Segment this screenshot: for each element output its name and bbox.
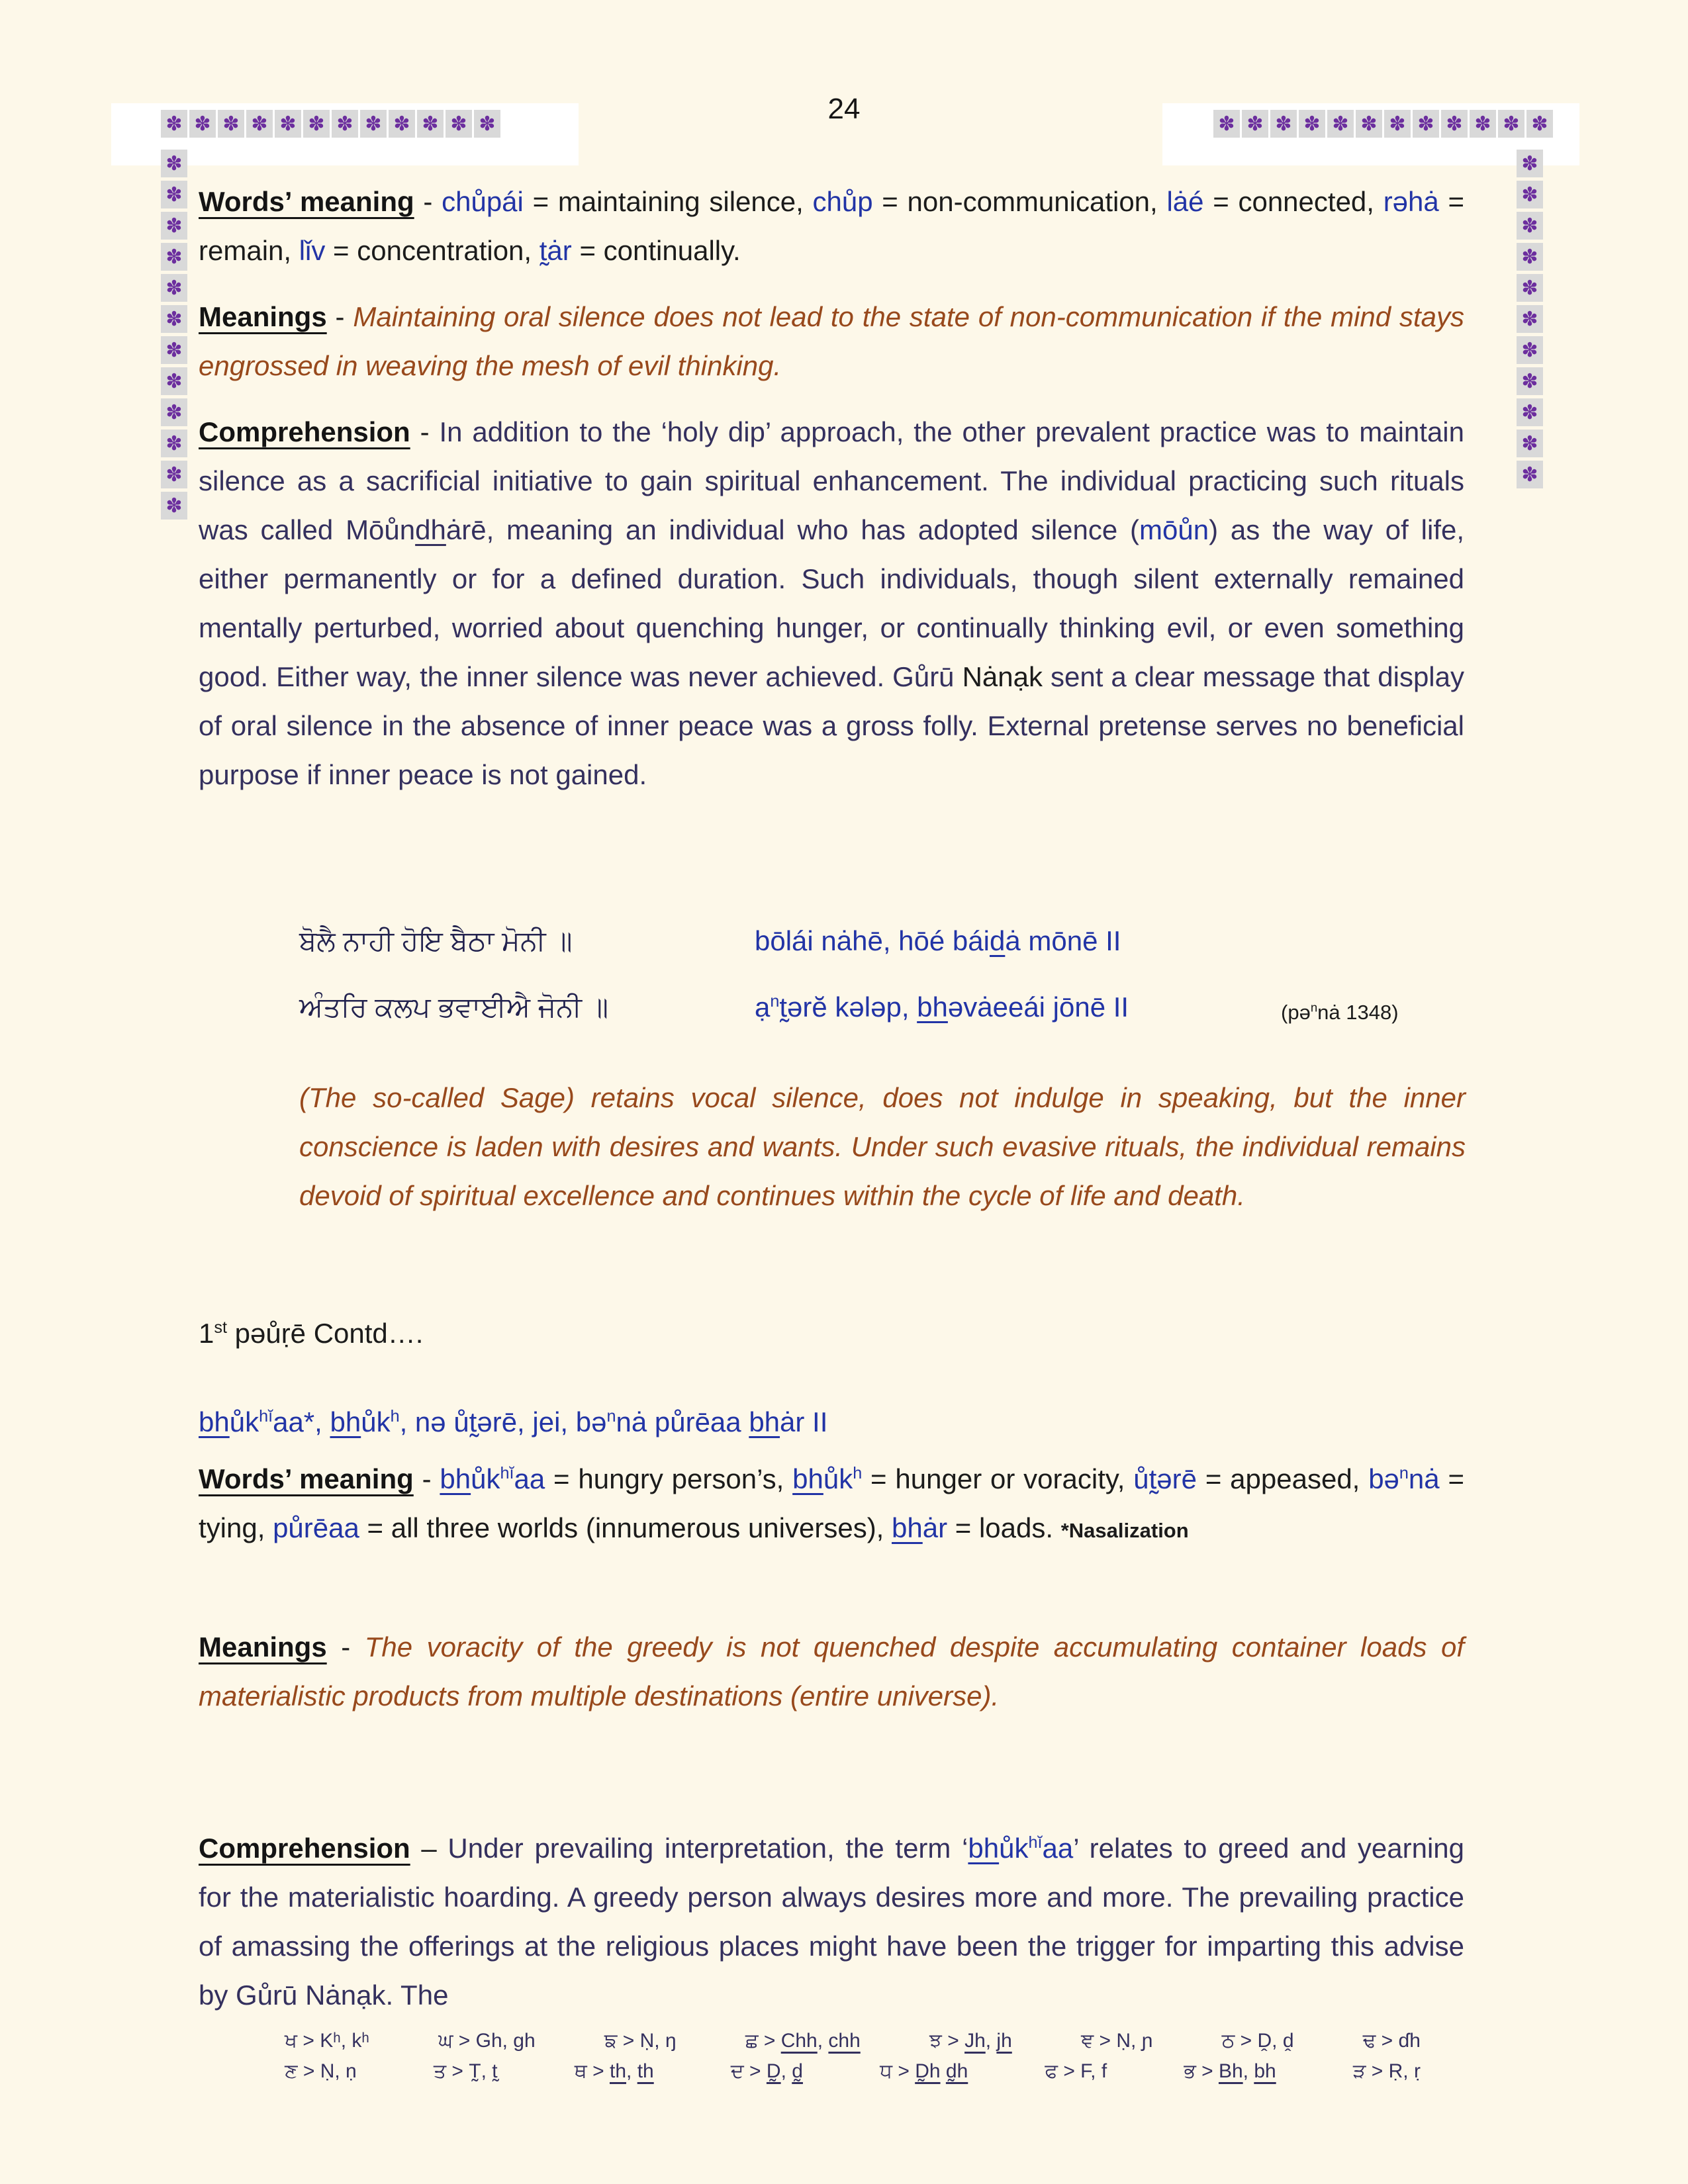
words-meaning-2-paragraph [199, 1455, 1464, 1555]
text-segment: lȧé [1166, 186, 1204, 217]
flower-ornament-icon: ✽ [389, 110, 415, 138]
verse-translation-paragraph [299, 1073, 1466, 1220]
text-segment: Chh [780, 2030, 818, 2052]
text-segment: bh [917, 991, 948, 1023]
legend-item [434, 2058, 498, 2085]
transliteration-line-2 [755, 991, 1129, 1023]
meanings-2-paragraph [199, 1623, 1464, 1721]
text-segment: ੜ > Ṛ, ṛ [1352, 2060, 1421, 2082]
flower-ornament-icon: ✽ [1526, 110, 1553, 138]
transliterated-verse-line [199, 1398, 1464, 1447]
text-segment: d̰h [945, 2060, 968, 2082]
text-segment: bə [1368, 1463, 1399, 1494]
flower-ornament-icon: ✽ [332, 110, 358, 138]
text-segment: = connected, [1203, 186, 1383, 217]
text-segment: ਤ > T̰, t̰ [433, 2060, 498, 2082]
text-segment: – [410, 1833, 448, 1864]
text-segment: Words’ meaning [199, 1463, 414, 1494]
flower-ornament-icon: ✽ [417, 110, 444, 138]
text-segment: Comprehension [199, 416, 410, 447]
text-segment: n [1310, 1000, 1318, 1015]
legend-item [880, 2058, 968, 2085]
legend-item [1363, 2028, 1421, 2054]
legend-item [604, 2028, 677, 2054]
legend-item [575, 2058, 654, 2085]
text-segment: 1348) [1346, 1001, 1399, 1024]
text-segment: st [214, 1318, 227, 1337]
text-segment: , [817, 2030, 829, 2052]
text-segment: bh [792, 1463, 823, 1494]
text-segment: Comprehension [199, 1833, 410, 1864]
text-segment: ȧrē, meaning an individual who has adopted silence ( [445, 514, 1140, 545]
text-segment: sent a clear message that display of oral silence in the absence of inner peace was a gross folly. External pretense serves no beneficial purpose if inner peace is not gained. [199, 661, 1464, 790]
text-segment: , [780, 2060, 792, 2082]
text-segment: = concentration, [325, 235, 539, 266]
text-segment: bh [892, 1512, 923, 1543]
flower-ornament-icon: ✽ [161, 305, 187, 333]
text-segment: nȧ [1408, 1463, 1440, 1494]
text-segment: , [985, 2030, 997, 2052]
pauri-continuation-heading [199, 1309, 1464, 1358]
text-segment: Maintaining oral silence does not lead to the state of non-communication if the mind stays engrossed in weaving the mesh of evil thinking. [199, 301, 1465, 381]
text-segment: chůp [812, 186, 873, 217]
text-segment: mōůn [1139, 514, 1209, 545]
gurmukhi-verse-line-2: ਅੰਤਰਿ ਕਲਪ ਭਵਾਈਐ ਜੋਨੀ ॥ [299, 991, 609, 1023]
flower-ornament-icon: ✽ [161, 274, 187, 302]
text-segment: th [609, 2060, 627, 2082]
text-segment [1053, 1512, 1061, 1543]
flower-ornament-icon: ✽ [1517, 367, 1543, 395]
legend-item [1045, 2058, 1107, 2085]
text-segment: chh [828, 2030, 861, 2052]
text-segment: ਛ > [745, 2030, 781, 2052]
flower-ornament-icon: ✽ [1517, 461, 1543, 488]
text-segment: - [326, 301, 353, 332]
legend-item [745, 2028, 861, 2054]
text-segment: hĭ [1028, 1833, 1043, 1852]
text-segment: rəhȧ [1383, 186, 1439, 217]
flower-ornament-icon: ✽ [161, 492, 187, 520]
flower-ornament-icon: ✽ [1356, 110, 1382, 138]
text-segment: chůpái [442, 186, 524, 217]
flower-ornament-icon: ✽ [1517, 150, 1543, 177]
text-segment: ’ relates to greed and yearning for the materialistic hoarding. A greedy person always desires more and more. The prevailing practice of amassing the offerings at the religious places might have been the trigger for imparting this advise by Gůrū Nȧnạk. The [199, 1833, 1464, 2011]
text-segment: = appeased, [1197, 1463, 1369, 1494]
flower-ornament-icon: ✽ [246, 110, 273, 138]
flower-ornament-icon: ✽ [1517, 336, 1543, 364]
flower-ornament-icon: ✽ [1470, 110, 1496, 138]
text-segment: = non-communication, [872, 186, 1167, 217]
text-segment: , nə ůt̰ərē, jei, bə [399, 1406, 607, 1437]
meanings-1-paragraph [199, 293, 1464, 390]
flower-ornament-icon: ✽ [445, 110, 472, 138]
legend-item [731, 2058, 803, 2085]
text-segment: aa [514, 1463, 545, 1494]
text-segment: = hungry person’s, [545, 1463, 793, 1494]
flower-ornament-icon: ✽ [161, 461, 187, 488]
text-segment: th [637, 2060, 654, 2082]
text-segment: ਘ > Gh, gh [438, 2030, 536, 2052]
flower-ornament-icon: ✽ [161, 110, 187, 138]
text-segment: = hunger or voracity, [862, 1463, 1134, 1494]
text-segment: (pə [1281, 1001, 1311, 1024]
flower-ornament-icon: ✽ [1270, 110, 1297, 138]
legend-item [438, 2028, 536, 2054]
flower-ornament-icon: ✽ [189, 110, 216, 138]
text-segment: ůk [999, 1833, 1029, 1864]
text-segment: = maintaining silence, [523, 186, 813, 217]
text-segment: dh [415, 514, 446, 545]
text-segment: hĭ [259, 1407, 273, 1426]
text-segment: D̰ [766, 2060, 781, 2082]
text-segment: aa*, [273, 1406, 330, 1437]
text-segment: n [1399, 1464, 1409, 1482]
text-segment: bh [749, 1406, 780, 1437]
flower-ornament-icon: ✽ [161, 336, 187, 364]
text-segment: ਣ > Ṇ, ṇ [285, 2060, 357, 2082]
legend-item [1222, 2028, 1294, 2054]
flower-ornament-icon: ✽ [161, 398, 187, 426]
text-segment [941, 2060, 946, 2082]
flower-ornament-icon: ✽ [218, 110, 244, 138]
flower-ornament-icon: ✽ [161, 181, 187, 208]
text-segment: - [410, 416, 440, 447]
text-segment: h [853, 1464, 863, 1482]
text-segment: ਫ > F, f [1045, 2060, 1107, 2082]
text-segment: bh [968, 1833, 1000, 1864]
text-segment: Under prevailing interpretation, the term ‘ [447, 1833, 968, 1864]
text-segment: lǐv [299, 235, 326, 266]
text-segment: hĭ [500, 1464, 514, 1482]
text-segment: ਢ > ɗh [1362, 2030, 1421, 2052]
flower-ornament-icon: ✽ [1384, 110, 1411, 138]
text-segment: In addition to the ‘holy dip’ approach, the other prevalent practice was to maintain silence as a sacrificial initiative to gain spiritual enhancement. The individual practicing such rituals was called Mōůn [199, 416, 1464, 545]
words-meaning-1-paragraph [199, 177, 1464, 275]
flower-ornament-icon: ✽ [303, 110, 330, 138]
flower-ornament-icon: ✽ [1517, 181, 1543, 208]
text-segment: ਭ > [1184, 2060, 1219, 2082]
text-segment: = continually. [571, 235, 741, 266]
text-segment: bh [440, 1463, 471, 1494]
text-segment: Jh [964, 2030, 986, 2052]
flower-ornament-icon: ✽ [1498, 110, 1524, 138]
text-segment: pəůṛē [226, 1318, 306, 1349]
flower-ornament-icon: ✽ [360, 110, 387, 138]
text-segment: jh [996, 2030, 1012, 2052]
flower-ornament-icon: ✽ [1242, 110, 1268, 138]
text-segment: n [770, 992, 780, 1011]
text-segment: ਝ > [929, 2030, 965, 2052]
legend-item [285, 2058, 357, 2085]
text-segment: , [1243, 2060, 1254, 2082]
text-segment: bh [330, 1406, 361, 1437]
legend-item [1353, 2058, 1421, 2085]
text-segment: Contd…. [306, 1318, 424, 1349]
text-segment: ůt̰ərē [1133, 1463, 1197, 1494]
page-number: 24 [827, 93, 861, 125]
text-segment: ਖ > Kʰ, kʰ [285, 2030, 369, 2052]
phonetic-legend-row-2 [285, 2058, 1421, 2085]
text-segment: ) as the way of life, either permanently or for a defined duration. Such individuals, though silent externally remained mentally perturbed, worried about quenching hunger, or continually thinking evil, or even something good. Either way, the inner silence was never achieved. Gůrū [199, 514, 1465, 692]
ornament-border-right [1517, 150, 1543, 488]
text-segment: nȧ půrēaa [616, 1406, 749, 1437]
verse-row-2 [0, 991, 1688, 1047]
text-segment: , [626, 2060, 637, 2082]
text-segment: h [390, 1407, 400, 1426]
text-segment: Bh [1218, 2060, 1243, 2082]
text-segment: Meanings [199, 301, 327, 332]
text-segment: t̰ərĕ kələp, [779, 991, 917, 1023]
text-segment: ȧr II [780, 1406, 828, 1437]
comprehension-2-paragraph [199, 1824, 1464, 2020]
transliteration-line-1 [755, 925, 1121, 957]
text-segment: əvȧeeái jōnē II [947, 991, 1129, 1023]
text-segment: 1 [199, 1318, 214, 1349]
text-segment: ਦ > [730, 2060, 767, 2082]
text-segment: (The so-called Sage) retains vocal silence, does not indulge in speaking, but the inner conscience is laden with desires and wants. Under such evasive rituals, the individual remains devoid of spiritual excellence and continues within the cycle of life and death. [299, 1082, 1466, 1211]
comprehension-1-paragraph [199, 408, 1464, 799]
text-segment: bh [199, 1406, 230, 1437]
text-segment: = tying, [199, 1463, 1464, 1543]
text-segment: - [414, 186, 442, 217]
text-segment: ạ [755, 991, 771, 1023]
flower-ornament-icon: ✽ [1441, 110, 1468, 138]
legend-item [1081, 2028, 1152, 2054]
text-segment: ਞ > Ṇ, ɲ [1081, 2030, 1153, 2052]
flower-ornament-icon: ✽ [1517, 212, 1543, 240]
flower-ornament-icon: ✽ [1299, 110, 1325, 138]
flower-ornament-icon: ✽ [474, 110, 500, 138]
text-segment: Nȧnạk [962, 661, 1043, 692]
verse-row-1 [0, 925, 1688, 981]
legend-item [1184, 2058, 1276, 2085]
text-segment: = remain, [199, 186, 1464, 266]
legend-item [929, 2028, 1012, 2054]
text-segment: Meanings [199, 1631, 327, 1662]
text-segment: t̰ȧr [539, 235, 572, 266]
gurmukhi-verse-line-1: ਬੋਲੈ ਨਾਹੀ ਹੋਇ ਬੈਠਾ ਮੋਨੀ ॥ [299, 925, 573, 956]
flower-ornament-icon: ✽ [1517, 243, 1543, 271]
text-segment: ȧ mōnē II [1005, 925, 1121, 956]
text-segment: ਧ > [880, 2060, 915, 2082]
text-segment: ਠ > Ḓ, ḓ [1221, 2030, 1294, 2052]
flower-ornament-icon: ✽ [161, 243, 187, 271]
text-segment: ůk [229, 1406, 259, 1437]
flower-ornament-icon: ✽ [161, 150, 187, 177]
ornament-border-left [161, 150, 187, 520]
text-segment: ůk [823, 1463, 853, 1494]
text-segment: D̰h [915, 2060, 941, 2082]
text-segment: *Nasalization [1060, 1519, 1189, 1542]
flower-ornament-icon: ✽ [1517, 305, 1543, 333]
flower-ornament-icon: ✽ [1413, 110, 1439, 138]
phonetic-legend-row-1 [285, 2028, 1421, 2054]
text-segment: bh [1254, 2060, 1276, 2082]
flower-ornament-icon: ✽ [1517, 430, 1543, 457]
flower-ornament-icon: ✽ [1517, 274, 1543, 302]
text-segment: The voracity of the greedy is not quenched despite accumulating container loads of materialistic products from multiple destinations (entire universe). [199, 1631, 1464, 1711]
text-segment: d̰ [792, 2060, 803, 2082]
text-segment: ਙ > Ṇ, ŋ [604, 2030, 677, 2052]
text-segment: = all three worlds (innumerous universes), [359, 1512, 892, 1543]
text-segment: - [326, 1631, 365, 1662]
text-segment: = loads. [947, 1512, 1054, 1543]
text-segment: aa [1042, 1833, 1074, 1864]
flower-ornament-icon: ✽ [161, 212, 187, 240]
flower-ornament-icon: ✽ [161, 367, 187, 395]
flower-ornament-icon: ✽ [1327, 110, 1354, 138]
text-segment: bōlái nȧhē, hōé bái [755, 925, 990, 956]
text-segment: ȧr [922, 1512, 948, 1543]
text-segment: ůk [471, 1463, 500, 1494]
text-segment: n [606, 1407, 616, 1426]
text-segment: d [989, 925, 1006, 956]
flower-ornament-icon: ✽ [275, 110, 301, 138]
text-segment: půrēaa [273, 1512, 359, 1543]
text-segment: ਥ > [574, 2060, 610, 2082]
text-segment: nȧ [1317, 1001, 1346, 1024]
text-segment: ůk [361, 1406, 391, 1437]
flower-ornament-icon: ✽ [1517, 398, 1543, 426]
scripture-page-reference [1281, 1001, 1399, 1024]
text-segment: - [413, 1463, 440, 1494]
flower-ornament-icon: ✽ [161, 430, 187, 457]
legend-item [285, 2028, 369, 2054]
flower-ornament-icon: ✽ [1213, 110, 1240, 138]
text-segment: Words’ meaning [199, 186, 414, 217]
